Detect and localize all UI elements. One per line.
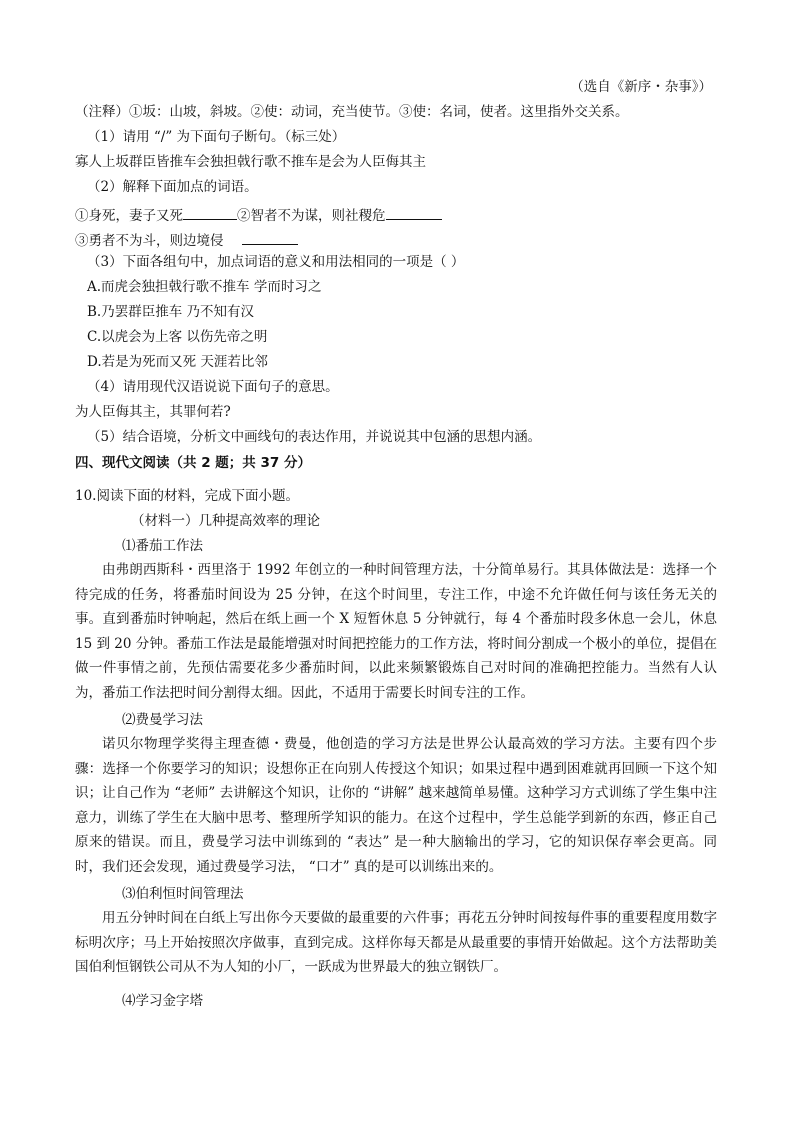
question-2-item-3: ③勇者不为斗，则边境侵 — [75, 233, 224, 249]
annotation-note: （注释）①坂：山坡，斜坡。②使：动词，充当使节。③使：名词，使者。这里指外交关系。 — [75, 104, 629, 120]
question-2-line-1 — [75, 206, 442, 224]
question-4-prompt: （4）请用现代汉语说说下面句子的意思。 — [87, 379, 339, 395]
option-c: C.以虎会为上客 以伤先帝之明 — [87, 329, 268, 345]
question-2-prompt: （2）解释下面加点的词语。 — [87, 179, 258, 195]
question-4-text: 为人臣侮其主，其罪何若? — [75, 404, 231, 420]
question-3-prompt: （3）下面各组句中，加点词语的意义和用法相同的一项是（ ） — [87, 254, 465, 270]
answer-blank[interactable] — [183, 206, 237, 220]
question-1-text: 寡人上坂群臣皆推车会独担戟行歌不推车是会为人臣侮其主 — [75, 154, 426, 170]
item-1-body: 由弗朗西斯科・西里洛于 1992 年创立的一种时间管理方法，十分简单易行。其具体做法是：选择一个待完成的任务，将番茄时间设为 25 分钟，在这个时间里，专注工作，中途不允许做任何与该任务无关的事。直到番茄时钟响起，然后在纸上画一个 X 短暂休息 5 分钟就行，每 4 个番茄时段多休息一会儿，休息 15 到 20 分钟。番茄工作法是最能增强对时间把控能力的工作方法，将时间分割成一个极小的单位，提倡在做一件事情之前，先预估需要花多少番茄时间，以此来频繁锻炼自己对时间的准确把控能力。当然有人认为，番茄工作法把时间分割得太细。因此，不适用于需要长时间专注的工作。 — [75, 562, 717, 701]
item-2-title: ⑵费曼学习法 — [122, 712, 203, 728]
item-2-body: 诺贝尔物理学奖得主理查德・费曼，他创造的学习方法是世界公认最高效的学习方法。主要有四个步骤：选择一个你要学习的知识；设想你正在向别人传授这个知识；如果过程中遇到困难就再回顾一下这个知识；让自己作为 “老师” 去讲解这个知识，让你的 “讲解” 越来越简单易懂。这种学习方式训练了学生集中注意力，训练了学生在大脑中思考、整理所学知识的能力。在这个过程中，学生总能学到新的东西，修正自己原来的错误。而且，费曼学习法中训练到的 “表达” 是一种大脑输出的学习，它的知识保存率会更高。同时，我们还会发现，通过费曼学习法， “口才” 真的是可以训练出来的。 — [75, 736, 717, 875]
question-10-intro: 10.阅读下面的材料，完成下面小题。 — [75, 488, 299, 504]
section-heading: 四、现代文阅读（共 2 题；共 37 分） — [75, 455, 311, 471]
material-title: （材料一）几种提高效率的理论 — [131, 513, 320, 529]
question-2-line-2 — [75, 231, 298, 249]
answer-blank[interactable] — [242, 231, 298, 245]
option-d: D.若是为死而又死 天涯若比邻 — [87, 354, 268, 370]
question-1-prompt: （1）请用 “/” 为下面句子断句。（标三处） — [87, 129, 346, 145]
item-4-title: ⑷学习金字塔 — [122, 993, 203, 1009]
item-3-title: ⑶伯利恒时间管理法 — [122, 886, 244, 902]
option-b: B.乃罢群臣推车 乃不知有汉 — [87, 304, 255, 320]
item-1-title: ⑴番茄工作法 — [122, 538, 203, 554]
option-a: A.而虎会独担戟行歌不推车 学而时习之 — [87, 279, 322, 295]
question-2-item-1: ①身死，妻子又死 — [75, 208, 183, 224]
item-3-body: 用五分钟时间在白纸上写出你今天要做的最重要的六件事；再花五分钟时间按每件事的重要程度用数字标明次序；马上开始按照次序做事，直到完成。这样你每天都是从最重要的事情开始做起。这个方法帮助美国伯利恒钢铁公司从不为人知的小厂，一跃成为世界最大的独立钢铁厂。 — [75, 910, 717, 975]
question-5-prompt: （5）结合语境，分析文中画线句的表达作用，并说说其中包涵的思想内涵。 — [87, 429, 542, 445]
question-2-item-2: ②智者不为谋，则社稷危 — [237, 208, 386, 224]
answer-blank[interactable] — [386, 206, 442, 220]
source-citation: （选自《新序・杂事》） — [570, 79, 712, 95]
